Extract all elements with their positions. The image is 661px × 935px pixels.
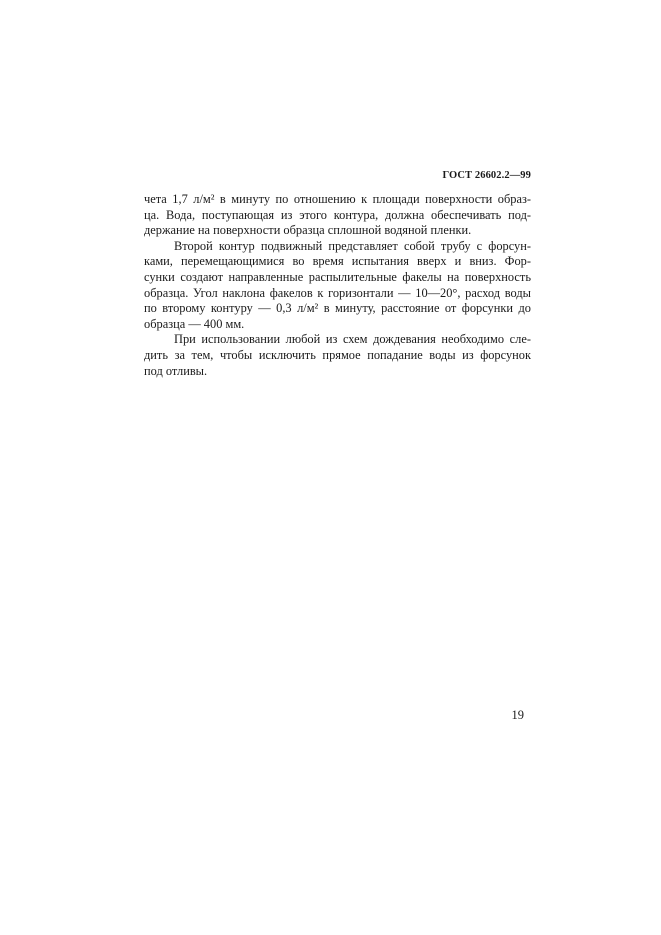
text-line: образца. Угол наклона факелов к горизонтали — 10—20°, расход воды: [144, 285, 531, 300]
text-line: При использовании любой из схем дождевания необходимо сле-: [174, 332, 531, 347]
text-line: по второму контуру — 0,3 л/м² в минуту, расстояние от форсунки до: [144, 301, 531, 316]
text-line: образца — 400 мм.: [144, 316, 245, 331]
paragraph-2: [144, 239, 531, 333]
paragraph-3: [144, 332, 531, 379]
page-number: 19: [511, 708, 524, 722]
text-line: ца. Вода, поступающая из этого контура, должна обеспечивать под-: [144, 207, 531, 222]
paragraph-1: [144, 192, 531, 239]
text-line: под отливы.: [144, 363, 208, 378]
body-text: [144, 192, 531, 379]
document-code-header: ГОСТ 26602.2—99: [442, 170, 531, 181]
text-line: дить за тем, чтобы исключить прямое попадание воды из форсунок: [144, 347, 531, 362]
text-line: держание на поверхности образца сплошной водяной пленки.: [144, 223, 472, 238]
text-line: сунки создают направленные распылительные факелы на поверхность: [144, 269, 531, 284]
text-line: ками, перемещающимися во время испытания вверх и вниз. Фор-: [144, 254, 531, 269]
text-line: чета 1,7 л/м² в минуту по отношению к площади поверхности образ-: [144, 192, 531, 206]
text-line: Второй контур подвижный представляет собой трубу с форсун-: [174, 238, 531, 253]
